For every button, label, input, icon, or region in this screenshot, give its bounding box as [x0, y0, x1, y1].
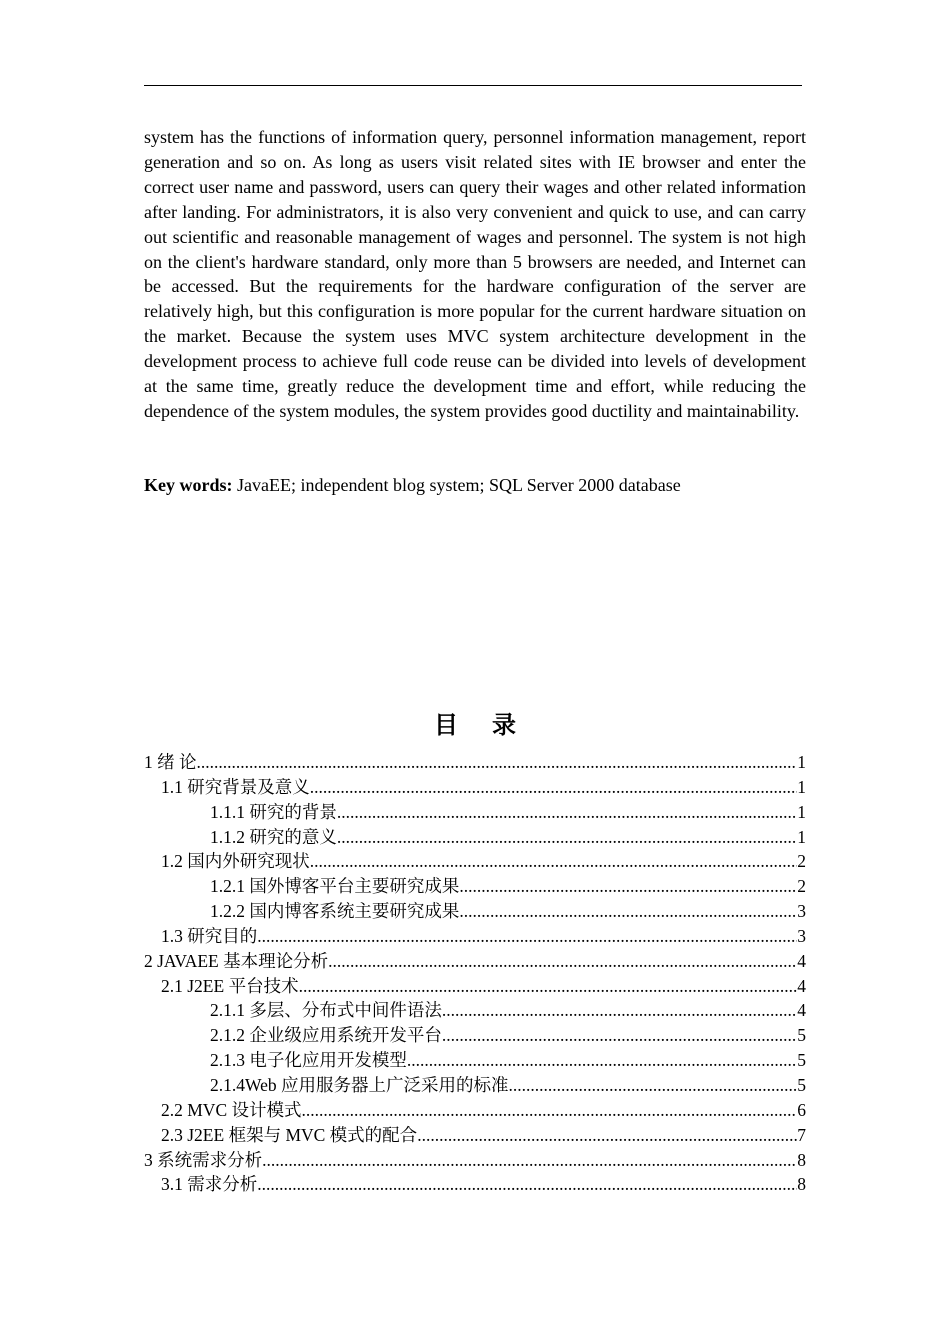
toc-leader-dots — [310, 849, 798, 874]
toc-entry-label: 2.1.2 企业级应用系统开发平台 — [210, 1025, 442, 1046]
toc-entry[interactable] — [144, 1123, 806, 1148]
toc-entry[interactable] — [144, 974, 806, 999]
toc-entry[interactable] — [144, 998, 806, 1023]
toc-entry[interactable] — [144, 1023, 806, 1048]
toc-entry[interactable] — [144, 899, 806, 924]
toc-entry-label: 1.1 研究背景及意义 — [161, 776, 310, 797]
toc-entry[interactable] — [144, 1073, 806, 1098]
toc-entry-label: 2 JAVAEE 基本理论分析 — [144, 950, 329, 971]
toc-entry-label: 2.1.4Web 应用服务器上广泛采用的标准 — [210, 1074, 509, 1095]
toc-leader-dots — [302, 1098, 798, 1123]
toc-entry[interactable] — [144, 800, 806, 825]
toc-leader-dots — [407, 1048, 797, 1073]
toc-leader-dots — [262, 1148, 797, 1173]
toc-leader-dots — [337, 825, 797, 850]
keywords-value: JavaEE; independent blog system; SQL Server 2000 database — [232, 475, 681, 495]
toc-entry-label: 1.2.1 国外博客平台主要研究成果 — [210, 876, 460, 897]
toc-entry[interactable] — [144, 1098, 806, 1123]
toc-entry-page: 8 — [797, 1174, 806, 1195]
toc-entry[interactable] — [144, 1148, 806, 1173]
toc-entry-page: 3 — [797, 901, 806, 922]
toc-entry-page: 4 — [797, 950, 806, 971]
header-rule — [144, 85, 802, 86]
toc-entry-page: 6 — [797, 1099, 806, 1120]
toc-entry[interactable] — [144, 924, 806, 949]
toc-entry-label: 1.2.2 国内博客系统主要研究成果 — [210, 901, 460, 922]
toc-entry-page: 1 — [797, 826, 806, 847]
toc-entry-label: 2.1.1 多层、分布式中间件语法 — [210, 1000, 442, 1021]
toc-title: 目录 — [434, 711, 550, 739]
toc-entry-label: 2.1 J2EE 平台技术 — [161, 975, 299, 996]
toc-entry-page: 1 — [797, 801, 806, 822]
toc-entry-label: 1 绪 论 — [144, 752, 197, 772]
toc-leader-dots — [459, 874, 797, 899]
toc-entry[interactable] — [144, 750, 806, 775]
toc-entry[interactable] — [144, 849, 806, 874]
toc-entry[interactable] — [144, 1172, 806, 1197]
toc-leader-dots — [417, 1123, 797, 1148]
toc-entry-label: 3.1 需求分析 — [161, 1174, 258, 1195]
toc-entry-label: 2.2 MVC 设计模式 — [161, 1099, 302, 1120]
toc-entry[interactable] — [144, 775, 806, 800]
toc-leader-dots — [310, 775, 798, 800]
toc-entry-page: 1 — [797, 752, 806, 772]
keywords-line — [144, 473, 806, 498]
toc-entry-label: 2.3 J2EE 框架与 MVC 模式的配合 — [161, 1124, 418, 1145]
toc-leader-dots — [257, 924, 797, 949]
toc-entry-label: 1.3 研究目的 — [161, 925, 258, 946]
toc-entry-page: 5 — [797, 1025, 806, 1046]
toc-leader-dots — [442, 998, 797, 1023]
keywords-label: Key words: — [144, 475, 233, 495]
toc-entry-page: 4 — [797, 1000, 806, 1021]
toc-entry[interactable] — [144, 949, 806, 974]
toc-entry-label: 3 系统需求分析 — [144, 1149, 263, 1170]
toc-entry-page: 3 — [797, 925, 806, 946]
toc-entry-page: 5 — [797, 1050, 806, 1071]
toc-entry[interactable] — [144, 825, 806, 850]
toc-entry-label: 1.1.1 研究的背景 — [210, 801, 337, 822]
toc-entry-page: 5 — [797, 1074, 806, 1095]
toc-leader-dots — [328, 949, 797, 974]
table-of-contents — [144, 750, 806, 1197]
toc-entry-page: 8 — [797, 1149, 806, 1170]
toc-leader-dots — [337, 800, 797, 825]
toc-entry[interactable] — [144, 1048, 806, 1073]
toc-entry-page: 7 — [797, 1124, 806, 1145]
toc-entry-page: 2 — [797, 851, 806, 872]
toc-leader-dots — [509, 1073, 798, 1098]
toc-leader-dots — [299, 974, 798, 999]
toc-leader-dots — [197, 750, 798, 775]
abstract-paragraph: system has the functions of information query, personnel information management, report generation and so on. As long as users visit related sites with IE browser and enter the correct user name and password, users can query their wages and other related information after landing. For administrators, it is also very convenient and quick to use, and can carry out scientific and reasonable management of wages and personnel. The system is not high on the client's hardware standard, only more than 5 browsers are needed, and Internet can be accessed. But the requirements for the hardware configuration of the server are relatively high, but this configuration is more popular for the current hardware situation on the market. Because the system uses MVC system architecture development in the development process to achieve full code reuse can be divided into levels of development at the same time, greatly reduce the development time and effort, while reducing the dependence of the system modules, the system provides good ductility and maintainability. — [144, 127, 806, 421]
toc-entry-page: 1 — [797, 776, 806, 797]
toc-entry-page: 2 — [797, 876, 806, 897]
toc-entry-page: 4 — [797, 975, 806, 996]
toc-entry-label: 2.1.3 电子化应用开发模型 — [210, 1050, 407, 1071]
toc-entry-label: 1.2 国内外研究现状 — [161, 851, 310, 872]
toc-leader-dots — [442, 1023, 797, 1048]
toc-leader-dots — [459, 899, 797, 924]
toc-entry-label: 1.1.2 研究的意义 — [210, 826, 337, 847]
toc-entry[interactable] — [144, 874, 806, 899]
toc-leader-dots — [257, 1172, 797, 1197]
